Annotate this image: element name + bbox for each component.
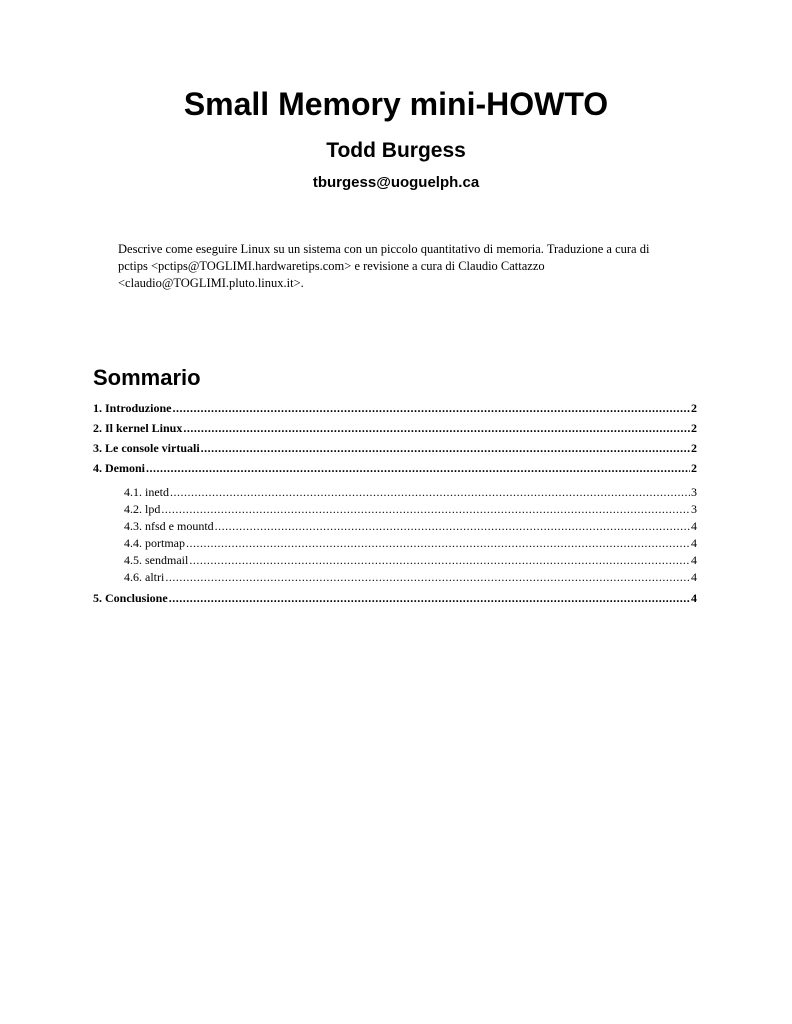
toc-entry-page: 4 (691, 553, 697, 567)
toc-dot-leader (172, 401, 690, 416)
toc-entry-page: 4 (691, 536, 697, 550)
toc-entry-sendmail[interactable] (93, 553, 697, 570)
toc-entry-portmap[interactable] (93, 536, 697, 553)
toc-entry-page: 2 (691, 421, 697, 435)
toc-entry-page: 4 (691, 570, 697, 584)
toc-dot-leader (161, 502, 690, 517)
toc-entry-label: 4.6. altri (124, 570, 165, 584)
table-of-contents (93, 401, 697, 611)
toc-entry-label: 2. Il kernel Linux (93, 421, 183, 435)
abstract: Descrive come eseguire Linux su un sistema con un piccolo quantitativo di memoria. Traduzione a cura di pctips <pctips@TOGLIMI.hardwaretips.com> e revisione a cura di Claudio Cattazzo <claudio@TOGLIMI.pluto.linux.it>. (118, 242, 650, 290)
toc-entry-label: 4.3. nfsd e mountd (124, 519, 214, 533)
toc-entry-label: 3. Le console virtuali (93, 441, 200, 455)
toc-entry-page: 2 (691, 401, 697, 415)
toc-dot-leader (183, 421, 690, 436)
toc-dot-leader (165, 570, 690, 585)
toc-entry-page: 4 (691, 591, 697, 605)
toc-entry-conclusione[interactable] (93, 591, 697, 611)
toc-heading: Sommario (93, 365, 201, 390)
toc-entry-introduzione[interactable] (93, 401, 697, 421)
toc-entry-page: 2 (691, 461, 697, 475)
toc-entry-label: 5. Conclusione (93, 591, 168, 605)
toc-dot-leader (169, 591, 690, 606)
toc-entry-inetd[interactable] (93, 485, 697, 502)
author-name: Todd Burgess (326, 139, 466, 162)
toc-entry-console-virtuali[interactable] (93, 441, 697, 461)
toc-dot-leader (189, 553, 690, 568)
toc-entry-page: 3 (691, 502, 697, 516)
toc-entry-label: 1. Introduzione (93, 401, 172, 415)
toc-entry-label: 4.4. portmap (124, 536, 185, 550)
toc-entry-label: 4.5. sendmail (124, 553, 189, 567)
author-email: tburgess@uoguelph.ca (312, 174, 480, 191)
toc-entry-label: 4. Demoni (93, 461, 145, 475)
document-title: Small Memory mini-HOWTO (183, 86, 609, 122)
toc-entry-page: 3 (691, 485, 697, 499)
toc-entry-nfsd-mountd[interactable] (93, 519, 697, 536)
toc-entry-label: 4.2. lpd (124, 502, 161, 516)
toc-entry-kernel-linux[interactable] (93, 421, 697, 441)
toc-entry-page: 2 (691, 441, 697, 455)
toc-entry-page: 4 (691, 519, 697, 533)
toc-dot-leader (146, 461, 690, 476)
toc-entry-label: 4.1. inetd (124, 485, 169, 499)
toc-entry-lpd[interactable] (93, 502, 697, 519)
toc-dot-leader (186, 536, 690, 551)
toc-entry-demoni[interactable] (93, 461, 697, 481)
toc-dot-leader (215, 519, 690, 534)
toc-dot-leader (201, 441, 690, 456)
toc-entry-altri[interactable] (93, 570, 697, 587)
toc-dot-leader (170, 485, 690, 500)
